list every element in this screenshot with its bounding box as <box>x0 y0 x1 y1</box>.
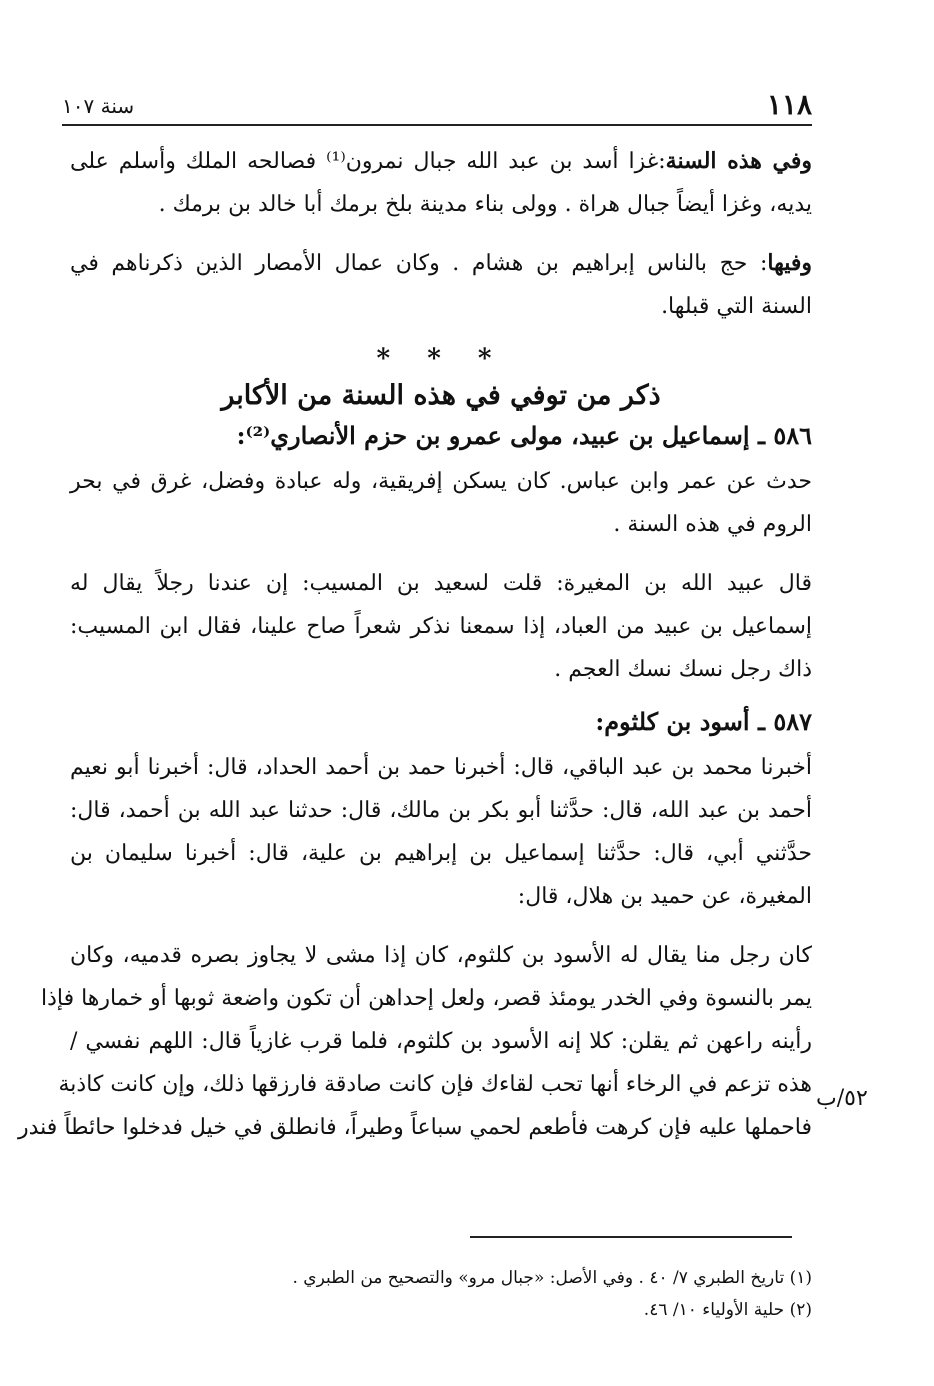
footnote-separator <box>470 1236 792 1238</box>
text-line: يديه، وغزا أيضاً جبال هراة . وولى بناء مدينة بلخ برمك أبا خالد بن برمك . <box>158 192 812 217</box>
entry-587-paragraph-1 <box>70 746 812 918</box>
intro-paragraph-1 <box>70 140 812 226</box>
text-line: رأينه راعهن ثم يقلن: كلا إنه الأسود بن كلثوم، فلما قرب غازياً قال: اللهم نفسي / <box>70 1029 812 1054</box>
text-line: ذاك رجل نسك نسك العجم . <box>554 657 812 682</box>
page-number: ١١٨ <box>766 88 812 121</box>
line-text: :غزا أسد بن عبد الله جبال نمرون⁽¹⁾ فصالحه الملك وأسلم على <box>70 149 666 174</box>
section-title: ذكر من توفي في هذه السنة من الأكابر <box>221 380 661 411</box>
text-line: إسماعيل بن عبيد من العباد، إذا سمعنا نذكر شعراً صاح علينا، فقال ابن المسيب: <box>70 614 812 639</box>
text-line: أحمد بن عبد الله، قال: حدَّثنا أبو بكر بن مالك، قال: حدثنا عبد الله بن أحمد، قال: <box>70 798 812 823</box>
entry-586-paragraph-1 <box>70 460 812 546</box>
text-line: المغيرة، عن حميد بن هلال، قال: <box>517 884 812 909</box>
footnotes <box>70 1262 812 1326</box>
section-divider-stars: * * * <box>376 344 506 374</box>
footnote-2: (٢) حلية الأولياء ١٠/ ٤٦. <box>643 1300 812 1320</box>
footnote-1: (١) تاريخ الطبري ٧/ ٤٠ . وفي الأصل: «جبال مرو» والتصحيح من الطبري . <box>292 1268 812 1288</box>
text-line: السنة التي قبلها. <box>661 294 812 319</box>
intro-paragraph-2 <box>70 242 812 328</box>
lead-phrase: وفيها <box>767 250 812 276</box>
text-line: فاحملها عليه فإن كرهت فأطعم لحمي سباعاً وطيراً، فانطلق في خيل فدخلوا حائطاً فندر <box>18 1115 812 1140</box>
text-line: يمر بالنسوة وفي الخدر يومئذ قصر، ولعل إحداهن أن تكون واضعة ثوبها أو خمارها فإذا <box>40 986 812 1011</box>
text-line: كان رجل منا يقال له الأسود بن كلثوم، كان إذا مشى لا يجاوز بصره قدميه، وكان <box>70 943 812 968</box>
text-line: أخبرنا محمد بن عبد الباقي، قال: أخبرنا حمد بن أحمد الحداد، قال: أخبرنا أبو نعيم <box>70 755 812 780</box>
entry-587-title: ٥٨٧ ـ أسود بن كلثوم: <box>595 707 812 736</box>
text-line: حدث عن عمر وابن عباس. كان يسكن إفريقية، وله عبادة وفضل، غرق في بحر <box>70 469 812 494</box>
line-text: : حج بالناس إبراهيم بن هشام . وكان عمال الأمصار الذين ذكرناهم في <box>70 251 768 276</box>
running-head-year: سنة ١٠٧ <box>62 94 135 118</box>
main-text <box>18 140 812 1165</box>
entry-587-paragraph-2 <box>18 934 812 1149</box>
text-line <box>70 140 812 183</box>
entry-586-paragraph-2 <box>70 562 812 691</box>
lead-phrase: وفي هذه السنة <box>665 148 812 174</box>
text-line: هذه تزعم في الرخاء أنها تحب لقاءك فإن كانت صادقة فارزقها ذلك، وإن كانت كاذبة <box>58 1072 812 1097</box>
text-line <box>70 242 812 285</box>
text-line: حدَّثني أبي، قال: حدَّثنا إسماعيل بن إبراهيم بن علية، قال: أخبرنا سليمان بن <box>70 841 812 866</box>
entry-586-title: ٥٨٦ ـ إسماعيل بن عبيد، مولى عمرو بن حزم الأنصاري⁽²⁾: <box>236 421 812 450</box>
text-line: قال عبيد الله بن المغيرة: قلت لسعيد بن المسيب: إن عندنا رجلاً يقال له <box>70 571 812 596</box>
page-header <box>62 88 812 126</box>
text-line: الروم في هذه السنة . <box>613 512 812 537</box>
manuscript-folio-marker: ٥٢/ب <box>816 1086 868 1111</box>
